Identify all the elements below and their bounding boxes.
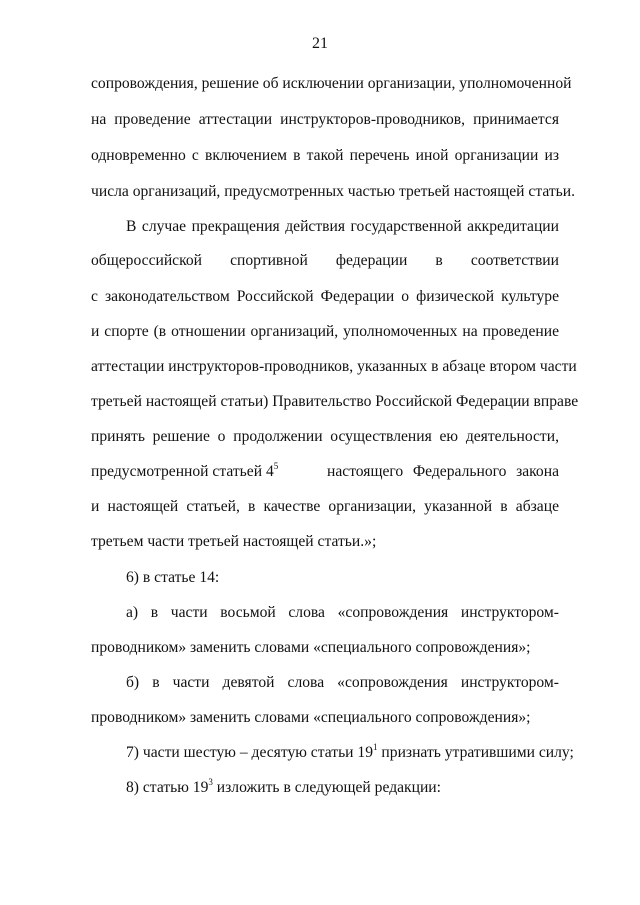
text-line: аттестации инструкторов-проводников, указанных в абзаце втором части <box>91 358 577 375</box>
list-item-8: 8) статью $19^3$ изложить в следующей редакции: <box>126 777 441 796</box>
text-line: В случае прекращения действия государственной аккредитации <box>126 218 559 235</box>
text-line: одновременно с включением в такой перечень иной организации из <box>91 147 559 164</box>
text-line: общероссийской спортивной федерации в соответствии <box>91 252 559 269</box>
text-line: и спорте (в отношении организаций, уполномоченных на проведение <box>91 323 559 340</box>
text-line: проводником» заменить словами «специального сопровождения»; <box>91 709 531 726</box>
text-line: и настоящей статьей, в качестве организации, указанной в абзаце <box>91 498 559 515</box>
line-start: предусмотренной статьей $4^5$ <box>91 461 279 480</box>
text-line: б) в части девятой слова «сопровождения инструктором- <box>126 674 559 691</box>
superscript: 3 <box>208 777 213 787</box>
list-item-6: 6) в статье 14: <box>126 569 220 586</box>
text-line: сопровождения, решение об исключении организации, уполномоченной <box>91 75 572 92</box>
text-line: с законодательством Российской Федерации о физической культуре <box>91 288 559 305</box>
list-item-7: 7) части шестую – десятую статьи $19^1$ признать утратившими силу; <box>126 742 574 761</box>
line-end: настоящего Федерального закона <box>327 463 559 480</box>
superscript: 1 <box>373 742 378 752</box>
text-line: принять решение о продолжении осуществления ею деятельности, <box>91 428 559 445</box>
text-line: третьей настоящей статьи) Правительство Российской Федерации вправе <box>91 393 579 410</box>
text-line: числа организаций, предусмотренных частью третьей настоящей статьи. <box>91 183 576 200</box>
text-line-article-ref <box>91 462 559 482</box>
text-line: а) в части восьмой слова «сопровождения инструктором- <box>126 604 559 621</box>
text-line: проводником» заменить словами «специального сопровождения»; <box>91 639 531 656</box>
page-number: 21 <box>312 35 328 52</box>
text-line: на проведение аттестации инструкторов-проводников, принимается <box>91 111 559 128</box>
superscript: 5 <box>273 461 279 471</box>
text-line: третьем части третьей настоящей статьи.»; <box>91 533 377 550</box>
